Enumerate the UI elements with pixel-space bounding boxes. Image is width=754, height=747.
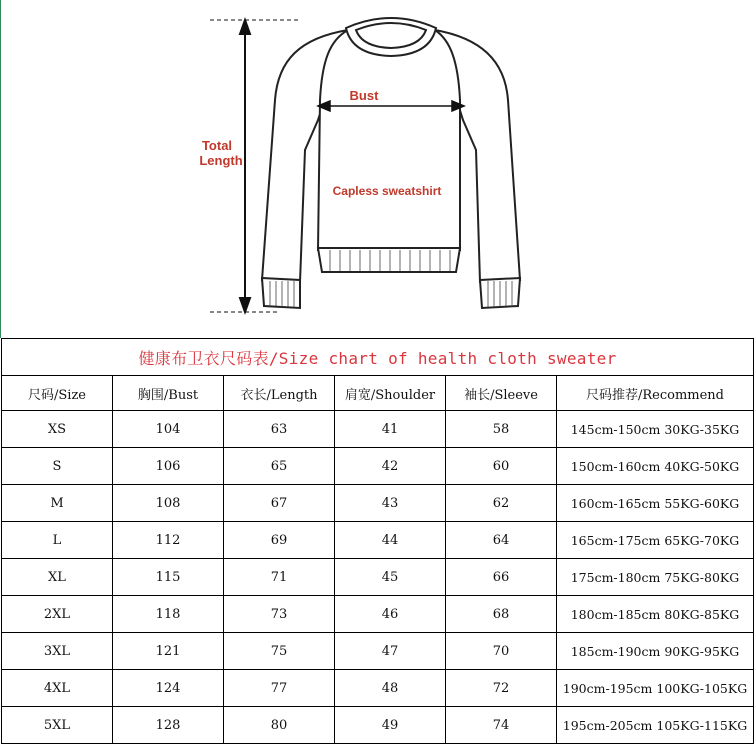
cell-shoulder: 45 — [335, 559, 446, 596]
cell-bust: 118 — [113, 596, 224, 633]
header-bust: 胸围/Bust — [113, 376, 224, 411]
cell-recommend: 150cm-160cm 40KG-50KG — [557, 448, 754, 485]
cell-length: 73 — [224, 596, 335, 633]
table-title: 健康布卫衣尺码表/Size chart of health cloth sweater — [2, 339, 754, 376]
cell-shoulder: 42 — [335, 448, 446, 485]
table-row — [2, 633, 754, 670]
cell-length: 80 — [224, 707, 335, 744]
table-row — [2, 707, 754, 744]
total-label: Total — [201, 138, 233, 153]
cell-sleeve: 58 — [446, 411, 557, 448]
cell-shoulder: 41 — [335, 411, 446, 448]
cell-sleeve: 74 — [446, 707, 557, 744]
cell-length: 67 — [224, 485, 335, 522]
table-row — [2, 559, 754, 596]
cell-bust: 106 — [113, 448, 224, 485]
header-recommend: 尺码推荐/Recommend — [557, 376, 754, 411]
cell-length: 69 — [224, 522, 335, 559]
cell-recommend: 175cm-180cm 75KG-80KG — [557, 559, 754, 596]
cell-size: M — [2, 485, 113, 522]
header-size: 尺码/Size — [2, 376, 113, 411]
cell-shoulder: 44 — [335, 522, 446, 559]
cell-length: 77 — [224, 670, 335, 707]
table-row — [2, 522, 754, 559]
table-row — [2, 596, 754, 633]
cell-bust: 124 — [113, 670, 224, 707]
bust-label: Bust — [349, 88, 379, 103]
cell-size: 2XL — [2, 596, 113, 633]
cell-recommend: 195cm-205cm 105KG-115KG — [557, 707, 754, 744]
cell-sleeve: 68 — [446, 596, 557, 633]
cell-recommend: 190cm-195cm 100KG-105KG — [557, 670, 754, 707]
sweatshirt-outline — [262, 18, 520, 308]
cell-length: 75 — [224, 633, 335, 670]
cell-size: 3XL — [2, 633, 113, 670]
cell-recommend: 180cm-185cm 80KG-85KG — [557, 596, 754, 633]
header-row — [2, 376, 754, 411]
title-row — [2, 339, 754, 376]
cell-sleeve: 64 — [446, 522, 557, 559]
cell-sleeve: 66 — [446, 559, 557, 596]
cell-length: 71 — [224, 559, 335, 596]
cell-sleeve: 60 — [446, 448, 557, 485]
cell-bust: 121 — [113, 633, 224, 670]
cell-size: 4XL — [2, 670, 113, 707]
cell-length: 63 — [224, 411, 335, 448]
cell-sleeve: 72 — [446, 670, 557, 707]
header-shoulder: 肩宽/Shoulder — [335, 376, 446, 411]
cell-size: 5XL — [2, 707, 113, 744]
cell-shoulder: 47 — [335, 633, 446, 670]
caption-label: Capless sweatshirt — [332, 184, 442, 198]
table-row — [2, 670, 754, 707]
cell-sleeve: 70 — [446, 633, 557, 670]
cell-bust: 112 — [113, 522, 224, 559]
cell-length: 65 — [224, 448, 335, 485]
size-table — [1, 338, 754, 744]
table-row — [2, 448, 754, 485]
size-chart — [0, 338, 754, 747]
header-sleeve: 袖长/Sleeve — [446, 376, 557, 411]
cell-bust: 104 — [113, 411, 224, 448]
cell-recommend: 165cm-175cm 65KG-70KG — [557, 522, 754, 559]
cell-recommend: 160cm-165cm 55KG-60KG — [557, 485, 754, 522]
cell-size: L — [2, 522, 113, 559]
cell-size: S — [2, 448, 113, 485]
cell-shoulder: 46 — [335, 596, 446, 633]
cell-size: XS — [2, 411, 113, 448]
cell-shoulder: 43 — [335, 485, 446, 522]
cell-sleeve: 62 — [446, 485, 557, 522]
table-row — [2, 485, 754, 522]
header-length: 衣长/Length — [224, 376, 335, 411]
cell-recommend: 145cm-150cm 30KG-35KG — [557, 411, 754, 448]
cell-bust: 115 — [113, 559, 224, 596]
sweatshirt-diagram — [0, 0, 754, 338]
cell-size: XL — [2, 559, 113, 596]
cell-shoulder: 48 — [335, 670, 446, 707]
length-label: Length — [199, 153, 243, 168]
cell-shoulder: 49 — [335, 707, 446, 744]
sweatshirt-illustration — [0, 0, 754, 338]
cell-recommend: 185cm-190cm 90KG-95KG — [557, 633, 754, 670]
cell-bust: 108 — [113, 485, 224, 522]
cell-bust: 128 — [113, 707, 224, 744]
table-row — [2, 411, 754, 448]
